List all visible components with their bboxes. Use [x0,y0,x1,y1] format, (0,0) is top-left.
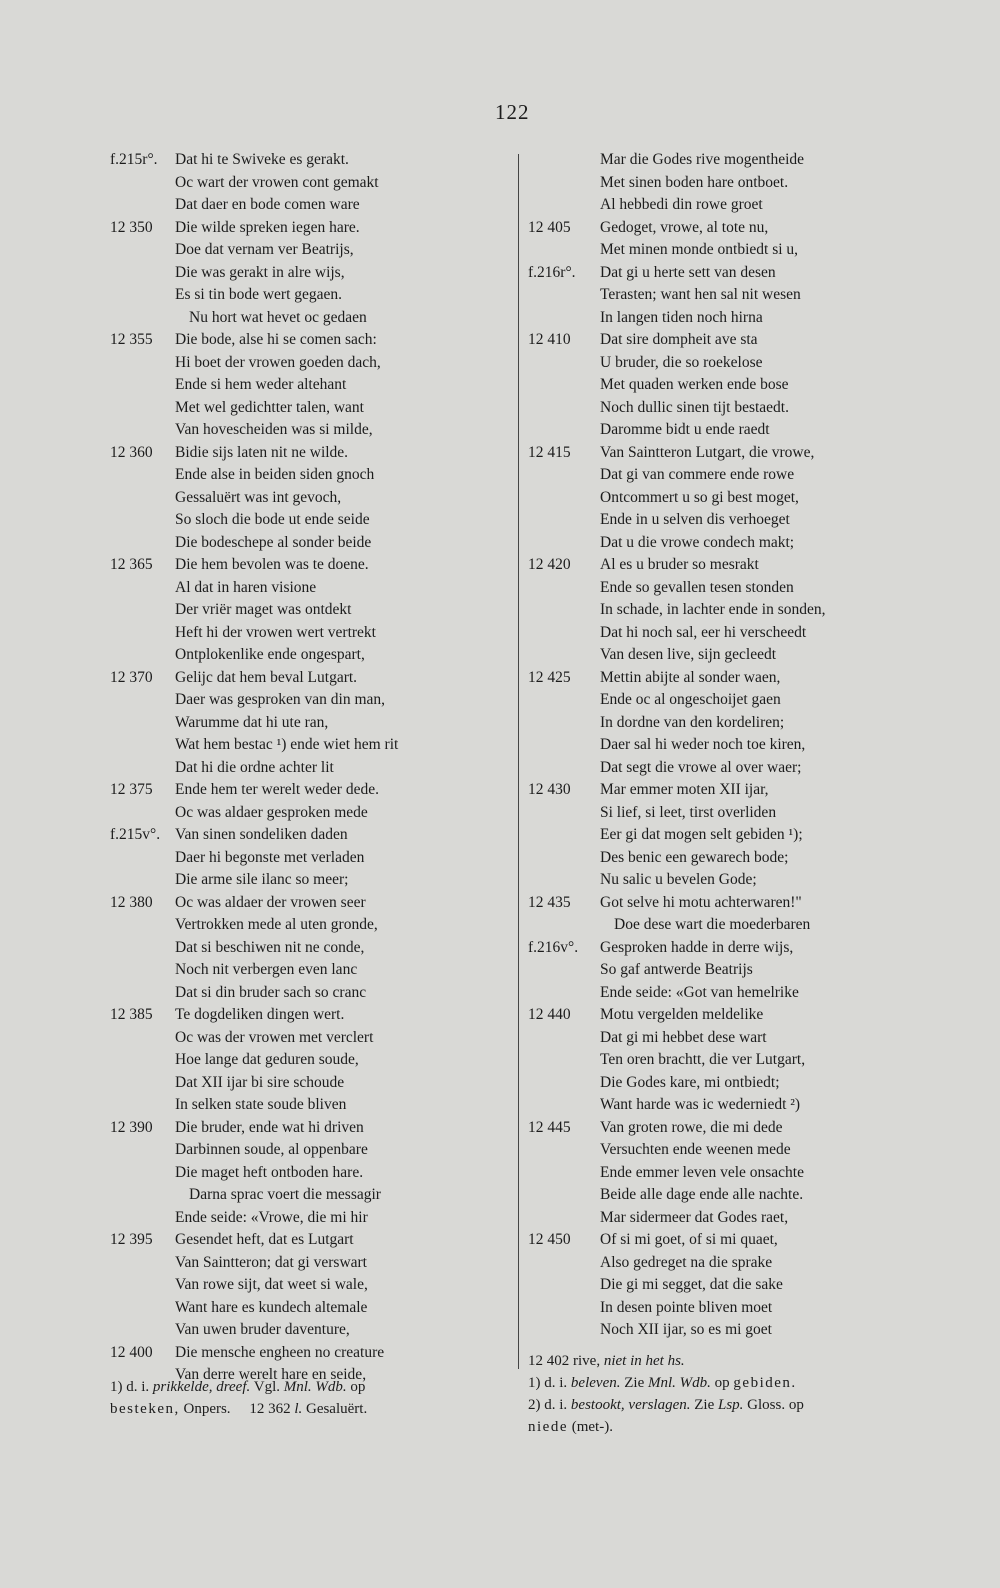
verse-line [528,1139,928,1162]
verse-line [110,1274,510,1297]
verse-text: Dat daer en bode comen ware [175,196,360,213]
verse-text: Hoe lange dat geduren soude, [175,1051,359,1068]
verse-text: Got selve hi motu achterwaren!" [600,893,802,911]
verse-text: Die was gerakt in alre wijs, [175,263,345,281]
footnote-1-left [110,1376,505,1398]
verse-line [528,217,928,240]
page-number: 122 [495,100,530,124]
verse-line [528,667,928,690]
verse-line [528,352,928,375]
note-text: Zie [624,1375,645,1391]
verse-text: Terasten; want hen sal nit wesen [600,286,801,303]
verse-line [110,937,510,960]
verse-text: Die bodeschepe al sonder beide [175,533,372,551]
verse-text: Gesendet heft, dat es Lutgart [175,1231,354,1248]
verse-line [528,1027,928,1050]
verse-line [528,1252,928,1275]
verse-text: Darna sprac voert die messagir [189,1186,381,1203]
verse-text: So sloch die bode ut ende seide [175,511,370,528]
line-marker: 12 375 [110,781,153,798]
verse-line [528,1207,928,1230]
verse-text: Dat gi u herte sett van desen [600,263,776,281]
verse-line [110,757,510,780]
verse-line [528,1319,928,1342]
verse-line [110,599,510,622]
verse-text: Daer was gesproken van din man, [175,691,386,708]
note-text: 2) d. i. [528,1397,568,1413]
verse-text: Nu hort wat hevet oc gedaen [189,308,367,326]
verse-text: Heft hi der vrowen wert vertrekt [175,623,376,641]
verse-line [528,937,928,960]
verse-text: Mar sidermeer dat Godes raet, [600,1208,789,1226]
verse-line [528,802,928,825]
verse-line [528,487,928,510]
verse-text: Die Godes kare, mi ontbiedt; [600,1073,780,1091]
verse-line [110,419,510,442]
verse-text: Gedoget, vrowe, al tote nu, [600,218,769,236]
verse-line [528,149,928,172]
verse-line [110,1342,510,1365]
verse-text: Die mensche engheen no creature [175,1343,385,1361]
verse-text: Van Saintteron Lutgart, die vrowe, [600,443,815,461]
verse-line [110,1139,510,1162]
verse-text: Oc was aldaer gesproken mede [175,803,368,821]
verse-line [110,262,510,285]
verse-line [528,734,928,757]
verse-text: Dat si beschiwen nit ne conde, [175,938,365,956]
verse-line [528,577,928,600]
verse-line [110,1297,510,1320]
verse-line [110,892,510,915]
verse-text: Oc was der vrowen met verclert [175,1028,374,1046]
verse-text: Ende so gevallen tesen stonden [600,578,794,596]
footnote-1-right [528,1372,928,1394]
verse-text: Al es u bruder so mesrakt [600,556,759,573]
verse-text: Dat si din bruder sach so cranc [175,983,367,1001]
footnote-1-left-cont [110,1398,505,1420]
verse-text: Ende in u selven dis verhoeget [600,511,790,528]
verse-line [528,689,928,712]
note-text: niede [528,1419,568,1435]
verse-text: Beide alle dage ende alle nachte. [600,1186,804,1203]
verse-text: Daer sal hi weder noch toe kiren, [600,736,806,753]
verse-line [110,1319,510,1342]
verse-line [110,982,510,1005]
verse-text: U bruder, die so roekelose [600,353,763,371]
verse-line [528,554,928,577]
line-marker: 12 400 [110,1343,153,1361]
line-marker: 12 445 [528,1118,571,1136]
verse-text: Al hebbedi din rowe groet [600,196,763,213]
line-marker: 12 355 [110,331,153,348]
verse-line [528,914,928,937]
note-text: 1) d. i. [528,1375,568,1391]
verse-text: Dat hi te Swiveke es gerakt. [175,151,349,168]
verse-text: Van desen live, sijn gecleedt [600,646,777,663]
line-marker: 12 430 [528,781,571,798]
verse-text: Vertrokken mede al uten gronde, [175,916,378,933]
verse-line [110,734,510,757]
verse-line [528,892,928,915]
verse-text: Warumme dat hi ute ran, [175,713,329,731]
verse-text: Dat XII ijar bi sire schoude [175,1073,345,1091]
verse-line [110,802,510,825]
verse-line [110,1162,510,1185]
line-marker: 12 410 [528,331,571,348]
verse-line [528,1117,928,1140]
note-text: Zie [694,1397,715,1413]
verse-text: Want harde was ic wederniedt ²) [600,1096,801,1113]
verse-text: Die arme sile ilanc so meer; [175,871,349,888]
note-text: Onpers. [183,1401,231,1417]
line-marker: 12 395 [110,1231,153,1248]
note-text: (met-). [571,1419,613,1435]
verse-line [528,847,928,870]
verse-line [528,644,928,667]
verse-text: Mar die Godes rive mogentheide [600,151,805,168]
verse-line [528,307,928,330]
verse-text: In langen tiden noch hirna [600,308,763,326]
column-divider [518,154,519,1369]
verse-line [528,1072,928,1095]
verse-line [110,509,510,532]
verse-line [528,397,928,420]
note-italic: prikkelde, dreef. [152,1379,251,1395]
verse-text: Van derre werelt hare en seide, [175,1366,367,1383]
line-marker: f.215r°. [110,151,158,168]
note-text: op [714,1375,730,1391]
verse-line [528,779,928,802]
verse-text: Met minen monde ontbiedt si u, [600,241,799,258]
line-marker: 12 425 [528,668,571,686]
verse-line [528,959,928,982]
verse-line [110,1072,510,1095]
verse-line [110,779,510,802]
verse-text: Bidie sijs laten nit ne wilde. [175,443,349,461]
verse-line [110,914,510,937]
line-marker: 12 440 [528,1006,571,1023]
verse-line [110,172,510,195]
footnote-2-right-cont [528,1416,928,1438]
verse-line [528,1297,928,1320]
verse-line [528,1004,928,1027]
line-marker: 12 450 [528,1231,571,1248]
verse-text: Mar emmer moten XII ijar, [600,781,769,798]
verse-text: Eer gi dat mogen selt gebiden ¹); [600,826,803,843]
verse-text: So gaf antwerde Beatrijs [600,961,753,978]
left-column [110,149,510,1387]
line-marker: f.215v°. [110,826,161,843]
verse-line [110,442,510,465]
verse-text: Hi boet der vrowen goeden dach, [175,353,381,371]
verse-line [528,374,928,397]
verse-line [528,419,928,442]
right-column [528,149,928,1342]
verse-line [528,869,928,892]
verse-line [110,644,510,667]
verse-text: Die wilde spreken iegen hare. [175,218,360,236]
verse-text: Van uwen bruder daventure, [175,1321,350,1338]
verse-line [110,712,510,735]
verse-line [110,239,510,262]
verse-text: Der vriër maget was ontdekt [175,601,352,618]
verse-text: Mettin abijte al sonder waen, [600,668,781,686]
line-marker: 12 415 [528,443,571,461]
verse-text: Versuchten ende weenen mede [600,1141,791,1158]
verse-text: Dat sire dompheit ave sta [600,331,758,348]
verse-line [528,1094,928,1117]
verse-text: Dat segt die vrowe al over waer; [600,758,802,776]
verse-text: Te dogdeliken dingen wert. [175,1006,345,1023]
verse-text: Dat hi noch sal, eer hi verscheedt [600,623,807,641]
line-marker: 12 435 [528,893,571,911]
verse-text: Van hovescheiden was si milde, [175,421,373,438]
note-italic: beleven. [570,1375,621,1391]
verse-line [110,149,510,172]
verse-text: Die hem bevolen was te doene. [175,556,369,573]
verse-text: Ende alse in beiden siden gnoch [175,466,375,483]
verse-line [110,397,510,420]
verse-line [528,1184,928,1207]
verse-text: Met quaden werken ende bose [600,376,789,393]
verse-text: Of si mi goet, of si mi quaet, [600,1231,778,1248]
verse-text: Die bruder, ende wat hi driven [175,1118,364,1136]
verse-text: Want hare es kundech altemale [175,1298,368,1316]
verse-text: Doe dat vernam ver Beatrijs, [175,241,354,258]
verse-line [110,307,510,330]
verse-line [528,622,928,645]
verse-text: Motu vergelden meldelike [600,1006,764,1023]
verse-text: Si lief, si leet, tirst overliden [600,803,777,821]
verse-text: Es si tin bode wert gegaen. [175,286,343,303]
verse-line [528,464,928,487]
verse-line [110,329,510,352]
verse-line [110,1117,510,1140]
verse-text: Van Saintteron; dat gi verswart [175,1253,367,1271]
verse-line [110,667,510,690]
verse-text: Oc wart der vrowen cont gemakt [175,173,379,191]
verse-text: Des benic een gewarech bode; [600,848,789,866]
verse-line [528,1162,928,1185]
line-marker: 12 420 [528,556,571,573]
note-italic: l. [294,1401,303,1417]
verse-line [110,959,510,982]
verse-line [110,1049,510,1072]
verse-text: Ende hem ter werelt weder dede. [175,781,379,798]
verse-text: Noch nit verbergen even lanc [175,961,358,978]
verse-line [528,1274,928,1297]
line-marker: 12 380 [110,893,153,911]
verse-text: Van rowe sijt, dat weet si wale, [175,1276,368,1293]
verse-line [110,869,510,892]
verse-text: Wat hem bestac ¹) ende wiet hem rit [175,736,399,753]
verse-text: Dat gi mi hebbet dese wart [600,1028,767,1046]
note-text: Gloss. op [747,1397,804,1413]
verse-line [528,712,928,735]
line-marker: f.216v°. [528,938,579,956]
verse-line [110,1229,510,1252]
verse-line [110,284,510,307]
verse-line [528,982,928,1005]
verse-text: Met sinen boden hare ontboet. [600,173,789,191]
verse-line [110,554,510,577]
verse-text: Ten oren brachtt, die ver Lutgart, [600,1051,806,1068]
verse-line [528,194,928,217]
verse-text: Gessaluërt was int gevoch, [175,488,342,506]
verse-text: Ende si hem weder altehant [175,376,347,393]
verse-line [528,1229,928,1252]
verse-line [110,824,510,847]
verse-text: Met wel gedichtter talen, want [175,398,364,416]
line-marker: 12 370 [110,668,153,686]
note-text: op [350,1379,366,1395]
verse-text: Die maget heft ontboden hare. [175,1163,364,1181]
verse-line [528,172,928,195]
verse-line [528,262,928,285]
verse-text: Dat hi die ordne achter lit [175,758,334,776]
verse-text: In dordne van den kordeliren; [600,713,785,731]
verse-line [528,509,928,532]
line-marker: 12 365 [110,556,153,573]
note-text: 1) d. i. [110,1379,150,1395]
verse-line [528,1049,928,1072]
verse-text: Ende emmer leven vele onsachte [600,1163,804,1181]
verse-line [528,329,928,352]
verse-text: Ende seide: «Got van hemelrike [600,983,799,1001]
verse-text: In selken state soude bliven [175,1096,347,1113]
verse-text: In schade, in lachter ende in sonden, [600,601,826,618]
verse-text: Ontcommert u so gi best moget, [600,488,799,506]
verse-text: Darbinnen soude, al oppenbare [175,1141,368,1158]
verse-text: Dat gi van commere ende rowe [600,466,795,483]
verse-line [528,824,928,847]
verse-text: Noch XII ijar, so es mi goet [600,1321,772,1338]
left-footnotes [110,1376,505,1420]
verse-text: Dat u die vrowe condech makt; [600,533,795,551]
verse-text: Ende oc al ongeschoijet gaen [600,691,781,708]
verse-text: Die bode, alse hi se comen sach: [175,331,377,348]
note-text: 12 362 [249,1401,291,1417]
line-marker: 12 405 [528,218,571,236]
line-marker: 12 385 [110,1006,153,1023]
verse-line [110,577,510,600]
verse-text: Ontplokenlike ende ongespart, [175,646,365,663]
line-marker: f.216r°. [528,263,576,281]
line-marker: 12 360 [110,443,153,461]
right-footnotes [528,1350,928,1438]
verse-line [110,1094,510,1117]
verse-text: Daromme bidt u ende raedt [600,421,770,438]
verse-text: Daer hi begonste met verladen [175,848,365,866]
note-text: besteken, [110,1401,180,1417]
verse-line [110,1207,510,1230]
verse-line [110,1252,510,1275]
verse-text: Doe dese wart die moederbaren [614,916,811,933]
verse-line [528,239,928,262]
verse-text: In desen pointe bliven moet [600,1298,773,1316]
verse-line [110,487,510,510]
verse-text: Ende seide: «Vrowe, die mi hir [175,1208,368,1226]
note-text: Vgl. [253,1379,280,1395]
verse-line [528,532,928,555]
verse-text: Noch dullic sinen tijt bestaedt. [600,398,789,416]
variant-note [528,1350,928,1372]
verse-line [110,847,510,870]
verse-text: Van groten rowe, die mi dede [600,1118,783,1136]
verse-line [110,532,510,555]
verse-text: Oc was aldaer der vrowen seer [175,893,366,911]
verse-text: Also gedreget na die sprake [600,1253,773,1271]
verse-line [110,194,510,217]
note-text: 12 402 rive, [528,1353,601,1369]
verse-line [110,374,510,397]
note-italic: Mnl. Wdb. [283,1379,347,1395]
verse-text: Nu salic u bevelen Gode; [600,871,757,888]
verse-line [528,284,928,307]
note-italic: bestookt, verslagen. [570,1397,691,1413]
note-italic: Lsp. [717,1397,744,1413]
note-italic: niet in het hs. [603,1353,685,1369]
verse-line [110,1184,510,1207]
verse-line [110,622,510,645]
verse-line [110,352,510,375]
note-text: gebiden. [733,1375,797,1391]
verse-text: Die gi mi segget, dat die sake [600,1276,783,1293]
note-italic: Mnl. Wdb. [647,1375,711,1391]
verse-text: Gelijc dat hem beval Lutgart. [175,668,358,686]
verse-text: Van sinen sondeliken daden [175,826,348,843]
verse-line [110,1004,510,1027]
line-marker: 12 390 [110,1118,153,1136]
verse-line [110,689,510,712]
line-marker: 12 350 [110,218,153,236]
verse-line [110,217,510,240]
verse-line [528,757,928,780]
verse-line [110,1027,510,1050]
footnote-2-right [528,1394,928,1416]
verse-text: Al dat in haren visione [175,578,317,596]
verse-line [528,442,928,465]
verse-text: Gesproken hadde in derre wijs, [600,938,794,956]
verse-line [528,599,928,622]
verse-line [110,464,510,487]
note-text: Gesaluërt. [305,1401,368,1417]
